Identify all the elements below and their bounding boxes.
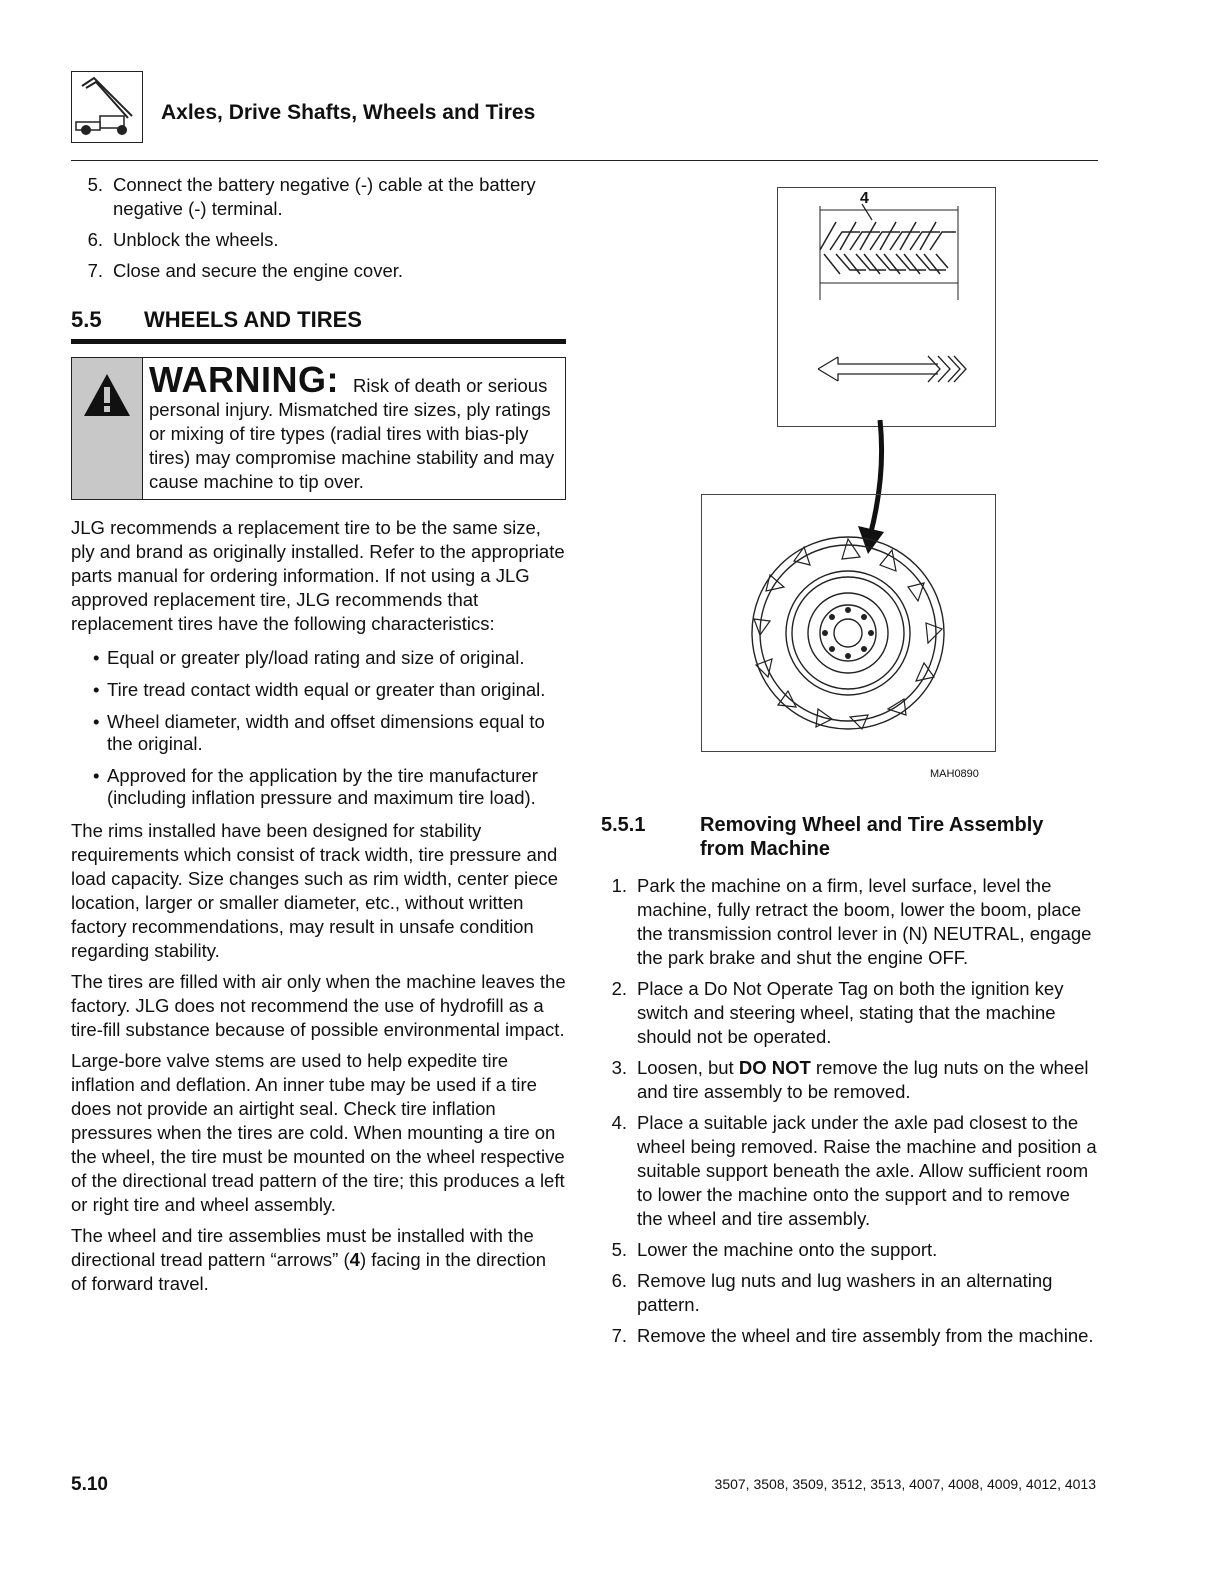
list-item: 2. Place a Do Not Operate Tag on both the ignition key switch and steering wheel, stating that the machine should not be operated.	[611, 978, 1064, 1047]
warning-triangle-icon	[82, 372, 132, 418]
tread-pattern-drawing	[778, 188, 995, 426]
paragraph: Large-bore valve stems are used to help expedite tire inflation and deflation. An inner tube may be used if a tire does not provide an airtight seal. Check tire inflation pressures when the tires are cold. When mounting a tire on the wheel, the tire must be mounted on the wheel respective of the directional tread pattern of the tire; this produces a left or right tire and wheel assembly.	[71, 1050, 565, 1215]
telehandler-icon	[72, 72, 142, 142]
list-item: 3. Loosen, but DO NOT remove the lug nuts on the wheel and tire assembly to be removed.	[611, 1057, 1089, 1102]
bullet-item: • Equal or greater ply/load rating and size of original.	[93, 647, 525, 668]
warning-box	[71, 357, 566, 500]
chapter-title: Axles, Drive Shafts, Wheels and Tires	[161, 101, 536, 124]
page-number: 5.10	[71, 1474, 108, 1495]
warning-label: WARNING:	[149, 359, 339, 400]
section-rule	[71, 339, 566, 344]
tread-figure	[777, 187, 996, 427]
wheel-drawing	[702, 495, 995, 751]
callout-number: 4	[860, 190, 869, 207]
left-column	[71, 516, 566, 1303]
steps-sub	[601, 874, 1098, 1355]
bullet-item: • Wheel diameter, width and offset dimensions equal to the original.	[93, 711, 545, 754]
warning-text: WARNING: Risk of death or serious personal injury. Mismatched tire sizes, ply ratings or mixing of tire types (radial tires with bias-ply tires) may compromise machine stability and may cause machine to tip over.	[149, 359, 555, 492]
subsection-heading: 5.5.1 Removing Wheel and Tire Assembly from Machine	[601, 814, 1044, 860]
list-item: 7. Close and secure the engine cover.	[87, 260, 404, 281]
paragraph: The wheel and tire assemblies must be installed with the directional tread pattern “arrows” (4) facing in the direction of forward travel.	[71, 1225, 547, 1294]
bullet-item: • Tire tread contact width equal or greater than original.	[93, 679, 546, 700]
list-item: 5. Connect the battery negative (-) cable at the battery negative (-) terminal.	[87, 174, 536, 219]
warning-sidebar	[72, 358, 143, 499]
bullet-item: • Approved for the application by the tire manufacturer (including inflation pressure and maximum tire load).	[93, 765, 538, 808]
paragraph: The tires are filled with air only when the machine leaves the factory. JLG does not recommend the use of hydrofill as a tire-fill substance because of possible environmental impact.	[71, 971, 566, 1040]
wheel-figure	[701, 494, 996, 752]
list-item: 5. Lower the machine onto the support.	[611, 1239, 938, 1260]
list-item: 7. Remove the wheel and tire assembly from the machine.	[611, 1325, 1094, 1346]
list-item: 6. Unblock the wheels.	[87, 229, 279, 250]
steps-top	[71, 173, 566, 290]
intro-paragraph: JLG recommends a replacement tire to be the same size, ply and brand as originally installed. Refer to the appropriate parts manual for ordering information. If not using a JLG approved replacement tire, JLG recommends that replacement tires have the following characteristics:	[71, 517, 565, 634]
list-item: 1. Park the machine on a firm, level surface, level the machine, fully retract the boom, lower the boom, place the transmission control lever in (N) NEUTRAL, engage the park brake and shut the engine OFF.	[611, 875, 1092, 968]
chapter-icon	[71, 71, 143, 143]
paragraph: The rims installed have been designed for stability requirements which consist of track width, tire pressure and load capacity. Size changes such as rim width, center piece location, larger or smaller diameter, etc., without written factory recommendations, may result in unsafe condition regarding stability.	[71, 820, 559, 961]
header-rule	[71, 160, 1098, 161]
section-heading: 5.5 WHEELS AND TIRES	[71, 307, 362, 332]
list-item: 4. Place a suitable jack under the axle pad closest to the wheel being removed. Raise the machine and position a suitable support beneath the axle. Allow sufficient room to lower the machine onto the support and to remove the wheel and tire assembly.	[611, 1112, 1097, 1229]
figure-label: MAH0890	[930, 768, 979, 780]
model-numbers: 3507, 3508, 3509, 3512, 3513, 4007, 4008, 4009, 4012, 4013	[714, 1476, 1096, 1492]
list-item: 6. Remove lug nuts and lug washers in an alternating pattern.	[611, 1270, 1053, 1315]
